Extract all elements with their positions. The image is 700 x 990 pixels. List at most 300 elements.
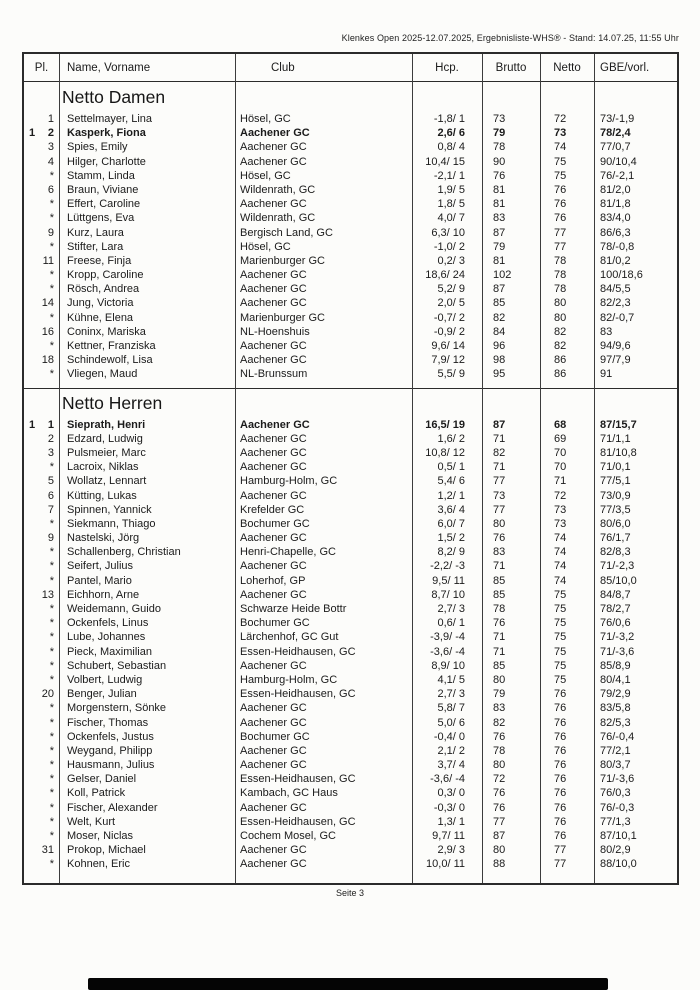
place-cell: [24, 254, 59, 268]
netto-score: 75: [554, 645, 567, 658]
player-club: Hösel, GC: [240, 113, 291, 125]
gbe-value: 94/9,6: [600, 340, 631, 352]
gbe-value: 80/4,1: [600, 673, 631, 686]
handicap-value: 9,6/ 14: [431, 340, 465, 352]
brutto-score: 76: [493, 617, 506, 630]
player-name: Seifert, Julius: [67, 560, 134, 573]
netto-score: 74: [554, 560, 567, 573]
netto-score: 76: [554, 212, 567, 225]
place-number: *: [49, 787, 54, 800]
place-number: *: [49, 830, 54, 842]
gbe-value: 81/1,8: [600, 198, 631, 211]
player-club: Cochem Mosel, GC: [240, 830, 336, 842]
place-cell: [24, 296, 59, 310]
netto-score: 70: [554, 446, 567, 459]
player-club: Essen-Heidhausen, GC: [240, 688, 356, 701]
player-name: Stifter, Lara: [67, 240, 124, 253]
place-number: *: [49, 673, 54, 686]
player-club: Essen-Heidhausen, GC: [240, 645, 356, 658]
handicap-value: 3,6/ 4: [437, 503, 465, 516]
netto-score: 76: [554, 773, 567, 786]
place-number: *: [49, 560, 54, 573]
result-row: [24, 474, 677, 488]
handicap-value: 0,2/ 3: [437, 254, 465, 267]
result-row: [24, 786, 677, 800]
player-club: Aachener GC: [240, 702, 307, 715]
gbe-value: 79/2,9: [600, 688, 631, 701]
column-header-name: Name, Vorname: [67, 61, 151, 74]
netto-score: 78: [554, 283, 567, 296]
brutto-score: 71: [493, 560, 506, 573]
place-cell: [24, 503, 59, 517]
category-winner-marker: 1: [29, 418, 36, 431]
netto-score: 74: [554, 141, 567, 154]
gbe-value: 77/1,3: [600, 815, 631, 828]
player-name: Eichhorn, Arne: [67, 588, 140, 601]
player-club: NL-Brunssum: [240, 368, 308, 381]
gbe-value: 80/3,7: [600, 759, 631, 772]
brutto-score: 76: [493, 787, 506, 800]
netto-score: 86: [554, 368, 567, 381]
netto-score: 76: [554, 688, 567, 701]
place-cell: [24, 545, 59, 559]
result-row: [24, 659, 677, 673]
result-row: [24, 744, 677, 758]
brutto-score: 79: [493, 240, 506, 253]
brutto-score: 83: [493, 546, 506, 559]
place-cell: [24, 197, 59, 211]
netto-score: 76: [554, 183, 567, 196]
result-row: [24, 268, 677, 282]
netto-score: 80: [554, 311, 567, 324]
handicap-value: 1,5/ 2: [437, 532, 465, 545]
handicap-value: 4,1/ 5: [437, 673, 465, 686]
result-row: [24, 489, 677, 503]
result-row: [24, 112, 677, 126]
player-club: Aachener GC: [240, 759, 307, 772]
place-number: *: [49, 461, 54, 474]
result-row: [24, 169, 677, 183]
netto-score: 68: [554, 418, 567, 431]
player-name: Sieprath, Henri: [67, 418, 146, 431]
brutto-score: 76: [493, 730, 506, 743]
netto-score: 77: [554, 844, 567, 857]
gbe-value: 73/-1,9: [600, 113, 635, 125]
gbe-value: 83: [600, 325, 613, 338]
result-row: [24, 574, 677, 588]
place-cell: [24, 474, 59, 488]
gbe-value: 80/2,9: [600, 844, 631, 857]
brutto-score: 78: [493, 141, 506, 154]
player-club: Hamburg-Holm, GC: [240, 673, 338, 686]
place-number: *: [49, 603, 54, 615]
result-row: [24, 645, 677, 659]
place-cell: [24, 155, 59, 169]
category-winner-marker: 1: [29, 127, 36, 140]
place-number: 1: [47, 113, 54, 125]
place-number: *: [49, 517, 54, 530]
player-name: Volbert, Ludwig: [67, 673, 143, 686]
place-number: *: [49, 212, 54, 225]
netto-score: 76: [554, 716, 567, 729]
gbe-value: 81/2,0: [600, 183, 631, 196]
brutto-score: 80: [493, 844, 506, 857]
netto-score: 86: [554, 354, 567, 367]
place-number: 6: [47, 183, 54, 196]
gbe-value: 77/0,7: [600, 141, 631, 154]
player-club: Aachener GC: [240, 141, 307, 154]
player-name: Kropp, Caroline: [67, 269, 144, 282]
gbe-value: 71/-3,2: [600, 631, 635, 644]
place-number: *: [49, 169, 54, 182]
gbe-value: 82/8,3: [600, 546, 631, 559]
handicap-value: 4,0/ 7: [437, 212, 465, 225]
column-divider-line: [594, 54, 595, 883]
netto-score: 73: [554, 127, 567, 140]
netto-score: 75: [554, 588, 567, 601]
place-number: 6: [47, 489, 54, 502]
place-cell: [24, 517, 59, 531]
gbe-value: 76/-0,3: [600, 801, 635, 814]
player-name: Ockenfels, Linus: [67, 617, 149, 630]
brutto-score: 87: [493, 830, 506, 842]
place-cell: [24, 659, 59, 673]
player-name: Lüttgens, Eva: [67, 212, 135, 225]
brutto-score: 76: [493, 532, 506, 545]
player-club: Wildenrath, GC: [240, 212, 316, 225]
result-row: [24, 126, 677, 140]
brutto-score: 71: [493, 631, 506, 644]
netto-score: 76: [554, 702, 567, 715]
place-number: 2: [47, 127, 54, 140]
place-cell: [24, 183, 59, 197]
place-cell: [24, 126, 59, 140]
handicap-value: -0,7/ 2: [433, 311, 465, 324]
handicap-value: 5,4/ 6: [437, 475, 465, 488]
brutto-score: 71: [493, 432, 506, 445]
brutto-score: 72: [493, 773, 506, 786]
result-row: [24, 197, 677, 211]
handicap-value: 2,0/ 5: [437, 297, 465, 310]
netto-score: 78: [554, 269, 567, 282]
netto-score: 80: [554, 297, 567, 310]
section-title: Netto Damen: [62, 86, 166, 107]
player-name: Schallenberg, Christian: [67, 546, 181, 559]
handicap-value: 6,0/ 7: [437, 517, 465, 530]
result-row: [24, 531, 677, 545]
place-number: *: [49, 574, 54, 587]
player-club: Aachener GC: [240, 588, 307, 601]
player-name: Gelser, Daniel: [67, 773, 137, 786]
player-name: Braun, Viviane: [67, 183, 139, 196]
player-club: Aachener GC: [240, 858, 307, 871]
netto-score: 76: [554, 801, 567, 814]
brutto-score: 81: [493, 183, 506, 196]
player-name: Morgenstern, Sönke: [67, 702, 167, 715]
handicap-value: 1,9/ 5: [437, 183, 465, 196]
player-club: Krefelder GC: [240, 503, 305, 516]
place-number: 7: [47, 503, 54, 516]
netto-score: 71: [554, 475, 567, 488]
place-number: 9: [47, 532, 54, 545]
player-name: Effert, Caroline: [67, 198, 141, 211]
player-name: Fischer, Thomas: [67, 716, 149, 729]
column-header-gbe: GBE/vorl.: [600, 61, 650, 74]
player-name: Edzard, Ludwig: [67, 432, 143, 445]
brutto-score: 80: [493, 759, 506, 772]
player-club: Hamburg-Holm, GC: [240, 475, 338, 488]
column-divider-line: [235, 54, 236, 883]
handicap-value: -2,1/ 1: [433, 169, 465, 182]
netto-score: 75: [554, 169, 567, 182]
player-name: Coninx, Mariska: [67, 325, 146, 338]
gbe-value: 78/2,4: [600, 127, 631, 140]
place-cell: [24, 758, 59, 772]
result-row: [24, 815, 677, 829]
column-header-netto: Netto: [553, 61, 581, 74]
result-row: [24, 325, 677, 339]
place-cell: [24, 687, 59, 701]
player-name: Pantel, Mario: [67, 574, 132, 587]
place-number: *: [49, 311, 54, 324]
brutto-score: 78: [493, 603, 506, 615]
handicap-value: -0,9/ 2: [433, 325, 465, 338]
player-name: Fischer, Alexander: [67, 801, 158, 814]
gbe-value: 97/7,9: [600, 354, 631, 367]
place-number: *: [49, 340, 54, 352]
netto-score: 82: [554, 325, 567, 338]
place-cell: [24, 815, 59, 829]
place-cell: [24, 716, 59, 730]
player-name: Vliegen, Maud: [67, 368, 138, 381]
netto-score: 70: [554, 461, 567, 474]
result-row: [24, 418, 677, 432]
brutto-score: 85: [493, 574, 506, 587]
brutto-score: 82: [493, 716, 506, 729]
result-row: [24, 517, 677, 531]
netto-score: 73: [554, 503, 567, 516]
result-row: [24, 616, 677, 630]
brutto-score: 79: [493, 127, 506, 140]
brutto-score: 88: [493, 858, 506, 871]
player-club: Aachener GC: [240, 461, 307, 474]
handicap-value: 8,7/ 10: [431, 588, 465, 601]
player-name: Kurz, Laura: [67, 226, 124, 239]
handicap-value: -3,9/ -4: [430, 631, 465, 644]
brutto-score: 90: [493, 155, 506, 168]
gbe-value: 76/0,6: [600, 617, 631, 630]
brutto-score: 79: [493, 688, 506, 701]
brutto-score: 82: [493, 446, 506, 459]
result-row: [24, 687, 677, 701]
column-header-row: [24, 54, 677, 82]
brutto-score: 82: [493, 311, 506, 324]
place-cell: [24, 602, 59, 616]
place-cell: [24, 772, 59, 786]
netto-score: 76: [554, 759, 567, 772]
handicap-value: -1,0/ 2: [433, 240, 465, 253]
player-name: Kettner, Franziska: [67, 340, 156, 352]
result-row: [24, 772, 677, 786]
place-number: 1: [47, 418, 54, 431]
result-row: [24, 339, 677, 353]
player-name: Schubert, Sebastian: [67, 659, 167, 672]
place-cell: [24, 588, 59, 602]
column-divider-line: [412, 54, 413, 883]
handicap-value: 5,2/ 9: [437, 283, 465, 296]
result-row: [24, 311, 677, 325]
handicap-value: 0,6/ 1: [437, 617, 465, 630]
column-divider-line: [59, 54, 60, 883]
place-cell: [24, 311, 59, 325]
player-club: Aachener GC: [240, 659, 307, 672]
handicap-value: 9,5/ 11: [432, 574, 465, 587]
gbe-value: 82/2,3: [600, 297, 631, 310]
brutto-score: 77: [493, 475, 506, 488]
gbe-value: 82/5,3: [600, 716, 631, 729]
player-club: Aachener GC: [240, 354, 307, 367]
brutto-score: 80: [493, 673, 506, 686]
handicap-value: -3,6/ -4: [430, 645, 465, 658]
brutto-score: 76: [493, 169, 506, 182]
place-number: 13: [41, 588, 54, 601]
player-club: Aachener GC: [240, 198, 307, 211]
brutto-score: 85: [493, 659, 506, 672]
handicap-value: 5,0/ 6: [437, 716, 465, 729]
place-number: 9: [47, 226, 54, 239]
brutto-score: 80: [493, 517, 506, 530]
handicap-value: 7,9/ 12: [431, 354, 465, 367]
netto-score: 75: [554, 673, 567, 686]
player-club: Aachener GC: [240, 297, 307, 310]
handicap-value: 10,0/ 11: [426, 858, 465, 871]
place-cell: [24, 211, 59, 225]
place-number: *: [49, 269, 54, 282]
column-header-club: Club: [271, 61, 295, 74]
player-club: Kambach, GC Haus: [240, 787, 338, 800]
player-name: Kohnen, Eric: [67, 858, 130, 871]
player-name: Hausmann, Julius: [67, 759, 155, 772]
result-row: [24, 432, 677, 446]
gbe-value: 81/10,8: [600, 446, 637, 459]
gbe-value: 76/1,7: [600, 532, 631, 545]
result-row: [24, 503, 677, 517]
place-cell: [24, 786, 59, 800]
result-row: [24, 240, 677, 254]
player-name: Prokop, Michael: [67, 844, 146, 857]
place-cell: [24, 531, 59, 545]
place-cell: [24, 339, 59, 353]
place-cell: [24, 325, 59, 339]
handicap-value: 0,8/ 4: [437, 141, 465, 154]
place-cell: [24, 630, 59, 644]
place-cell: [24, 744, 59, 758]
player-name: Lube, Johannes: [67, 631, 146, 644]
player-club: Aachener GC: [240, 844, 307, 857]
player-club: Aachener GC: [240, 127, 310, 140]
result-row: [24, 857, 677, 871]
player-club: Loherhof, GP: [240, 574, 306, 587]
place-number: 16: [41, 325, 54, 338]
player-name: Kühne, Elena: [67, 311, 134, 324]
player-name: Koll, Patrick: [67, 787, 126, 800]
result-row: [24, 588, 677, 602]
player-name: Schindewolf, Lisa: [67, 354, 153, 367]
player-club: Lärchenhof, GC Gut: [240, 631, 339, 644]
gbe-value: 71/-3,6: [600, 773, 635, 786]
place-number: 2: [47, 432, 54, 445]
player-name: Freese, Finja: [67, 254, 132, 267]
place-cell: [24, 645, 59, 659]
handicap-value: 0,3/ 0: [437, 787, 465, 800]
place-number: *: [49, 759, 54, 772]
brutto-score: 73: [493, 113, 506, 125]
gbe-value: 82/-0,7: [600, 311, 635, 324]
brutto-score: 87: [493, 418, 506, 431]
place-cell: [24, 268, 59, 282]
place-number: *: [49, 617, 54, 630]
place-number: 3: [47, 141, 54, 154]
player-club: Essen-Heidhausen, GC: [240, 773, 356, 786]
gbe-value: 86/6,3: [600, 226, 631, 239]
place-number: *: [49, 368, 54, 381]
place-cell: [24, 418, 59, 432]
player-club: Bochumer GC: [240, 617, 310, 630]
handicap-value: -2,2/ -3: [430, 560, 465, 573]
result-row: [24, 211, 677, 225]
netto-score: 76: [554, 830, 567, 842]
result-row: [24, 460, 677, 474]
page-footer: Seite 3: [335, 888, 365, 898]
player-club: Aachener GC: [240, 340, 307, 352]
player-club: Aachener GC: [240, 489, 307, 502]
column-divider-line: [482, 54, 483, 883]
player-name: Lacroix, Niklas: [67, 461, 139, 474]
player-club: Hösel, GC: [240, 169, 291, 182]
player-club: Marienburger GC: [240, 311, 325, 324]
netto-score: 77: [554, 240, 567, 253]
result-row: [24, 254, 677, 268]
player-club: Schwarze Heide Bottr: [240, 603, 347, 615]
gbe-value: 77/2,1: [600, 744, 631, 757]
place-cell: [24, 673, 59, 687]
player-name: Kütting, Lukas: [67, 489, 137, 502]
handicap-value: 18,6/ 24: [425, 269, 465, 282]
netto-score: 69: [554, 432, 567, 445]
netto-score: 76: [554, 730, 567, 743]
netto-score: 78: [554, 254, 567, 267]
player-club: Aachener GC: [240, 744, 307, 757]
place-number: *: [49, 744, 54, 757]
result-row: [24, 630, 677, 644]
handicap-value: -0,3/ 0: [433, 801, 465, 814]
place-cell: [24, 446, 59, 460]
gbe-value: 71/-3,6: [600, 645, 635, 658]
gbe-value: 83/5,8: [600, 702, 631, 715]
handicap-value: -3,6/ -4: [430, 773, 465, 786]
brutto-score: 76: [493, 801, 506, 814]
player-name: Welt, Kurt: [67, 815, 116, 828]
result-row: [24, 716, 677, 730]
gbe-value: 90/10,4: [600, 155, 637, 168]
player-name: Hilger, Charlotte: [67, 155, 146, 168]
place-number: *: [49, 716, 54, 729]
netto-score: 73: [554, 517, 567, 530]
gbe-value: 85/10,0: [600, 574, 637, 587]
player-club: Marienburger GC: [240, 254, 325, 267]
place-number: *: [49, 659, 54, 672]
result-row: [24, 829, 677, 843]
